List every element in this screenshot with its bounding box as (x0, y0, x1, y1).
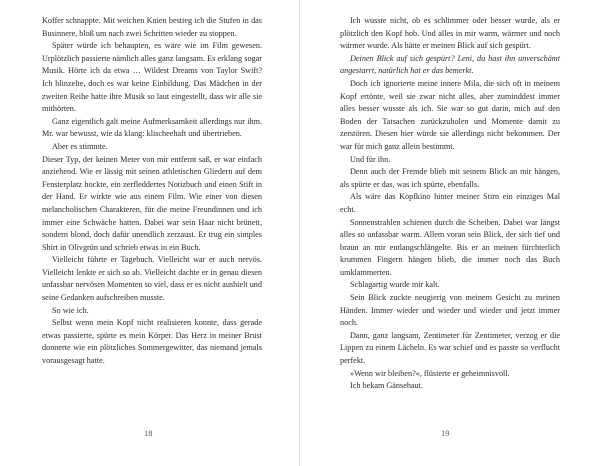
right-paragraph-6: Als wäre das Kopfkino hinter meiner Stirn ein einziges Mal echt. (340, 192, 560, 214)
right-paragraph-5: Denn auch der Fremde blieb mit seinem Blick an mir hängen, als spürte er das, was ich spürte, ebenfalls. (340, 167, 560, 189)
left-paragraph-1: Koffer schnappte. Mit weichen Knien bestieg ich die Stufen in das Businnere, bloß um nach zwei Schritten wieder zu stoppen. (42, 16, 262, 38)
right-paragraph-2 (340, 53, 560, 78)
left-page-text (42, 15, 262, 368)
right-paragraph-7: Sonnenstrahlen schienen durch die Scheiben. Dabei war längst alles so unfassbar warm. Allem voran sein Blick, der sich tief und braun an mir entlangschlängelte. Bis er an meinen fürchterlich krummen Fingern hängen blieb, die immer noch das Buch umklammerten. (340, 217, 560, 277)
right-page-text (340, 15, 560, 393)
italic-thought: Deinen Blick auf sich gespürt? Leni, du hast ihn unverschämt angestarrt, natürlich hat er das bemerkt. (340, 53, 560, 76)
left-paragraph-7: So wie ich. (52, 305, 89, 315)
right-paragraph-8: Schlagartig wurde mir kalt. (350, 280, 440, 290)
right-paragraph-12: Ich bekam Gänsehaut. (350, 381, 423, 391)
right-paragraph-9: Sein Blick zuckte neugierig von meinem Gesicht zu meinen Händen. Immer wieder und wieder und wieder und jetzt immer noch. (340, 293, 560, 328)
page-number-left: 18 (144, 428, 153, 438)
page-number-right: 19 (441, 428, 450, 438)
right-page (300, 0, 600, 466)
right-paragraph-4: Und für ihn. (350, 154, 391, 164)
right-paragraph-3: Doch ich ignorierte meine innere Mila, die sich oft in meinem Kopf ertönte, weil sie zwar nicht alles, aber zuminddest immer alles besser wusste als ich. Sie war so gut darin, mich auf den Boden der Tatsachen zurückzuholen und Momente damit zu zerstören. Diesen hier würde sie allerdings nicht bekommen. Der war für mich ganz allein bestimmt. (340, 78, 560, 151)
left-paragraph-8: Selbst wenn mein Kopf nicht realisieren konnte, dass gerade etwas passierte, spürte es mein Körper. Das Herz in meiner Brust donnerte wie ein plötzliches Sommergewitter, das niemand jemals vorausgesagt hatte. (42, 318, 262, 366)
right-paragraph-10: Dann, ganz langsam, Zentimeter für Zentimeter, verzog er die Lippen zu einem Lächeln. Es war schief und es passte so verflucht perfekt. (340, 330, 560, 366)
left-paragraph-2: Später würde ich behaupten, es wäre wie im Film gewesen. Urplötzlich passierte nämlich alles ganz langsam. Es erklang sogar Musik. Hörte ich da etwa … Wildest Dreams von Taylor Swift? Ich blinzelte, doch es war keine Einbildung. Das Mädchen in der zweiten Reihe hatte ihre Musik so laut eingestellt, dass wir alle sie mithörten. (42, 41, 262, 114)
left-paragraph-5: Dieser Typ, der keinen Meter von mir entfernt saß, er war einfach anziehend. Wie er lässig mit seinen athletischen Gliedern auf dem Fensterplatz hockte, ein zerfleddertes Notizbuch und einen Stift in der Hand. Er wirkte wie aus einem Film. Wie einer von diesen melancholischen Charakteren, für die meine Freundinnen und ich immer eine Schwäche hatten. Dabei war sein Haar nicht brünett, sondern blond, doch dafür unendlich zerzaust. Er trug ein simples Shirt in Olivgrün und schrieb etwas in ein Buch. (42, 154, 262, 252)
left-paragraph-6: Vielleicht führte er Tagebuch. Vielleicht war er auch nervös. Vielleicht lenkte er sich so ab. Vielleicht dachte er in genau diesen unfassbar nervösen Momenten so viel, dass er es nicht aushielt und seine Gedanken aufschreiben musste. (42, 255, 262, 303)
left-paragraph-4: Aber es stimmte. (52, 141, 108, 151)
left-paragraph-3: Ganz eigentlich galt meine Aufmerksamkeit allerdings nur ihm. Mr. war bewusst, wie da klang: klischeehaft und übertrieben. (42, 116, 262, 139)
right-paragraph-1: Ich wusste nicht, ob es schlimmer oder besser wurde, als er plötzlich den Kopf hob. Und alles in mir warm, wärmer und noch wärmer wurde. Als hätte er meinen Blick auf sich gespürt. (340, 16, 560, 51)
right-paragraph-11: »Wenn wir bleiben?«, flüsterte er geheimnisvoll. (350, 368, 510, 378)
